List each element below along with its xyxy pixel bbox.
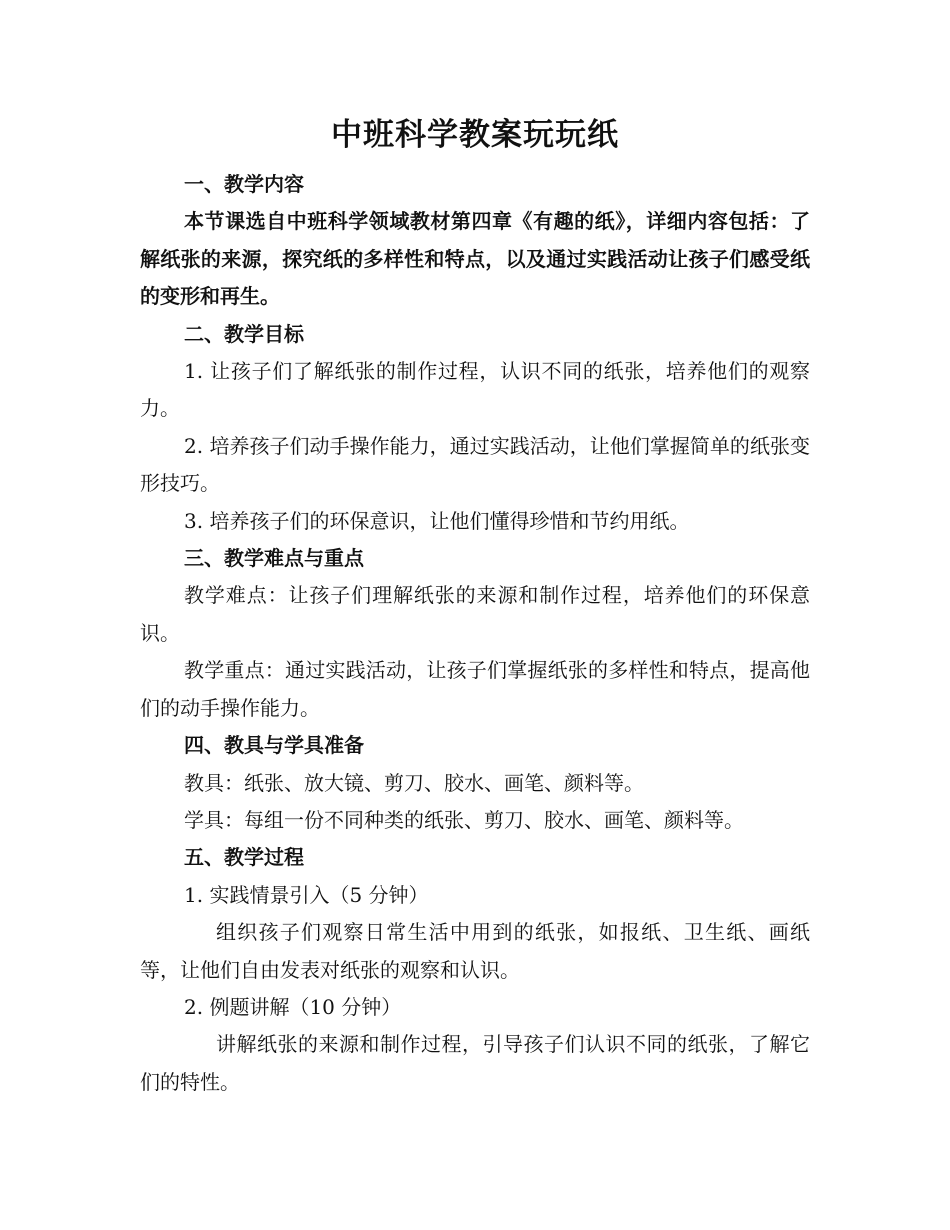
difficulty-paragraph: 教学难点：让孩子们理解纸张的来源和制作过程，培养他们的环保意识。 (140, 583, 810, 645)
process-step-2-text: 讲解纸张的来源和制作过程，引导孩子们认识不同的纸张，了解它们的特性。 (140, 1032, 810, 1094)
goal-item-3: 3. 培养孩子们的环保意识，让他们懂得珍惜和节约用纸。 (184, 508, 690, 533)
process-step-1-text: 组织孩子们观察日常生活中用到的纸张，如报纸、卫生纸、画纸等，让他们自由发表对纸张的观察和认识。 (140, 920, 810, 982)
section-heading-tools: 四、教具与学具准备 (184, 733, 364, 758)
section-heading-process: 五、教学过程 (184, 845, 304, 870)
goal-item-1: 1. 让孩子们了解纸张的制作过程，认识不同的纸张，培养他们的观察力。 (140, 359, 810, 421)
document-title: 中班科学教案玩玩纸 (331, 117, 619, 153)
section-heading-difficulty-focus: 三、教学难点与重点 (184, 546, 364, 571)
teacher-tools-paragraph: 教具：纸张、放大镜、剪刀、胶水、画笔、颜料等。 (184, 770, 644, 795)
content-paragraph: 本节课选自中班科学领域教材第四章《有趣的纸》，详细内容包括：了解纸张的来源，探究纸的多样性和特点，以及通过实践活动让孩子们感受纸的变形和再生。 (140, 209, 810, 309)
goal-item-2: 2. 培养孩子们动手操作能力，通过实践活动，让他们掌握简单的纸张变形技巧。 (140, 433, 810, 496)
process-step-1-title: 1. 实践情景引入（5 分钟） (184, 882, 429, 907)
focus-paragraph: 教学重点：通过实践活动，让孩子们掌握纸张的多样性和特点，提高他们的动手操作能力。 (140, 658, 810, 720)
section-heading-goals: 二、教学目标 (184, 321, 304, 346)
section-heading-content: 一、教学内容 (184, 172, 304, 196)
process-step-2-title: 2. 例题讲解（10 分钟） (184, 994, 402, 1019)
student-tools-paragraph: 学具：每组一份不同种类的纸张、剪刀、胶水、画笔、颜料等。 (184, 807, 744, 832)
document-body (140, 166, 810, 1101)
